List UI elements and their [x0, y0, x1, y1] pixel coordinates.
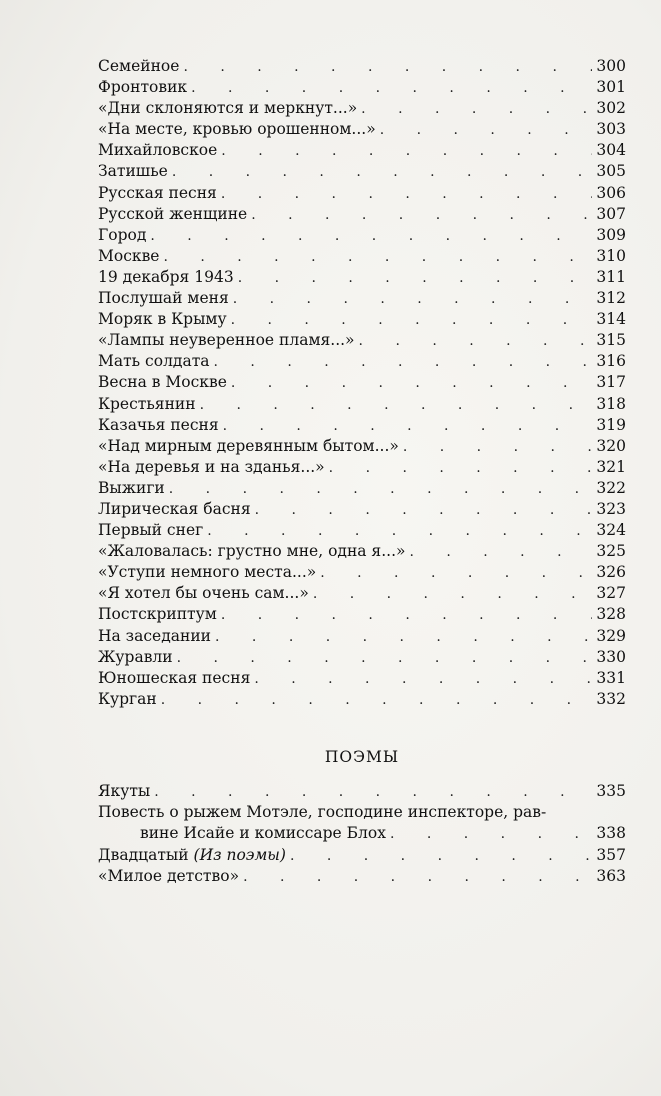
- entry-page: 320: [596, 436, 626, 455]
- toc-entry: [98, 845, 626, 866]
- entry-title: Моряк в Крыму: [98, 310, 227, 329]
- entry-page: 338: [596, 824, 626, 843]
- toc-entry: [98, 225, 626, 246]
- toc-entry: [98, 668, 626, 689]
- toc-entry: [98, 647, 626, 668]
- dot-leader: [169, 479, 593, 500]
- toc-entry: [98, 394, 626, 415]
- entry-title: Семейное: [98, 57, 180, 75]
- dot-leader: [233, 289, 593, 310]
- toc-entry: [98, 246, 626, 267]
- entry-page: 305: [596, 162, 626, 181]
- entry-title: Казачья песня: [98, 415, 219, 434]
- dot-leader: [221, 605, 593, 626]
- entry-title: Затишье: [98, 162, 168, 181]
- entry-title: Крестьянин: [98, 394, 196, 413]
- toc-entry: [98, 204, 626, 225]
- entry-title: 19 декабря 1943: [98, 267, 234, 286]
- entry-subtitle: (Из поэмы): [193, 846, 286, 865]
- dot-leader: [154, 782, 592, 803]
- dot-leader: [214, 352, 593, 373]
- entry-title: «Я хотел бы очень сам...»: [98, 584, 309, 603]
- entry-page: 309: [596, 225, 626, 244]
- dot-leader: [191, 78, 592, 99]
- dot-leader: [221, 141, 592, 162]
- toc-entry-multiline: [98, 802, 626, 845]
- dot-leader: [403, 437, 593, 458]
- toc-entry: [98, 119, 626, 140]
- entry-title-line2: вине Исайе и комиссаре Блох: [140, 824, 386, 843]
- entry-page: 311: [596, 267, 626, 286]
- toc-entry: [98, 415, 626, 436]
- dot-leader: [231, 373, 593, 394]
- entry-title: «Лампы неуверенное пламя...»: [98, 331, 355, 350]
- entry-title: Выжиги: [98, 478, 165, 497]
- toc-entry: [98, 140, 626, 161]
- dot-leader: [380, 120, 593, 141]
- entry-page: 325: [596, 542, 626, 561]
- entry-page: 314: [596, 310, 626, 329]
- toc-entry: [98, 309, 626, 330]
- dot-leader: [223, 416, 593, 437]
- toc-entry: [98, 689, 626, 710]
- entry-title: Лирическая басня: [98, 499, 251, 518]
- entry-title: Русская песня: [98, 183, 217, 202]
- section-heading-poems: ПОЭМЫ: [324, 747, 400, 766]
- toc-entry: [98, 56, 626, 77]
- entry-title-line1: Повесть о рыжем Мотэле, господине инспекторе, рав-: [98, 803, 547, 821]
- entry-page: 331: [596, 668, 626, 687]
- dot-leader: [183, 57, 592, 78]
- entry-page: 328: [596, 605, 626, 624]
- dot-leader: [161, 690, 593, 711]
- entry-title: Михайловское: [98, 141, 218, 160]
- entry-page: 303: [596, 120, 626, 139]
- entry-title-line2-row: [98, 823, 626, 845]
- dot-leader: [150, 226, 592, 247]
- dot-leader: [238, 268, 593, 289]
- entry-page: 306: [596, 183, 626, 202]
- entry-title: Мать солдата: [98, 352, 210, 371]
- dot-leader: [390, 824, 592, 845]
- entry-page: 335: [596, 781, 626, 800]
- toc-entry: [98, 351, 626, 372]
- dot-leader: [163, 247, 592, 268]
- entry-title: Журавли: [98, 647, 173, 666]
- entry-title: Юношеская песня: [98, 668, 251, 687]
- entry-page: 307: [596, 204, 626, 223]
- entry-title: «Милое детство»: [98, 867, 240, 886]
- entry-title: «Жаловалась: грустно мне, одна я...»: [98, 542, 406, 561]
- dot-leader: [313, 584, 593, 605]
- toc-entry: [98, 436, 626, 457]
- entry-page: 326: [596, 563, 626, 582]
- toc-entry: [98, 583, 626, 604]
- toc-entry: [98, 866, 626, 887]
- dot-leader: [290, 846, 592, 867]
- dot-leader: [361, 99, 592, 120]
- entry-title: На заседании: [98, 626, 212, 645]
- dot-leader: [320, 563, 592, 584]
- entry-title: [98, 845, 286, 866]
- toc-entry: [98, 288, 626, 309]
- entry-title: Город: [98, 225, 147, 244]
- toc-entry: [98, 499, 626, 520]
- entry-page: 300: [596, 57, 626, 75]
- entry-page: 324: [596, 521, 626, 540]
- dot-leader: [200, 395, 593, 416]
- toc-entry: [98, 372, 626, 393]
- toc-entry: [98, 330, 626, 351]
- entry-page: 304: [596, 141, 626, 160]
- dot-leader: [177, 648, 593, 669]
- toc-entry: [98, 478, 626, 499]
- entry-title: Весна в Москве: [98, 373, 227, 392]
- entry-title: Послушай меня: [98, 289, 229, 308]
- entry-title: Москве: [98, 246, 160, 265]
- entry-page: 317: [596, 373, 626, 392]
- entry-page: 330: [596, 647, 626, 666]
- dot-leader: [255, 500, 593, 521]
- entry-title: «Дни склоняются и меркнут...»: [98, 99, 358, 118]
- toc-entry: [98, 457, 626, 478]
- dot-leader: [243, 867, 592, 888]
- entry-title: Якуты: [98, 781, 151, 800]
- entry-title: «Над мирным деревянным бытом...»: [98, 436, 399, 455]
- toc-entry: [98, 604, 626, 625]
- toc-entry: [98, 626, 626, 647]
- entry-page: 321: [596, 457, 626, 476]
- dot-leader: [409, 542, 592, 563]
- entry-page: 357: [596, 846, 626, 865]
- toc-entry: [98, 98, 626, 119]
- entry-page: 315: [596, 331, 626, 350]
- dot-leader: [231, 310, 593, 331]
- dot-leader: [221, 184, 593, 205]
- dot-leader: [215, 627, 592, 648]
- dot-leader: [251, 205, 592, 226]
- toc-entry: [98, 520, 626, 541]
- entry-page: 301: [596, 78, 626, 97]
- toc-entry: [98, 183, 626, 204]
- entry-page: 302: [596, 99, 626, 118]
- entry-page: 319: [596, 415, 626, 434]
- dot-leader: [172, 162, 593, 183]
- dot-leader: [254, 669, 592, 690]
- entry-title-main: Двадцатый: [98, 846, 189, 865]
- toc-entry: [98, 781, 626, 802]
- entry-title: Постскриптум: [98, 605, 217, 624]
- entry-page: 312: [596, 289, 626, 308]
- toc-entry: [98, 541, 626, 562]
- entry-title: Русской женщине: [98, 204, 248, 223]
- table-of-contents: [98, 56, 626, 887]
- entry-title: «На деревья и на зданья...»: [98, 457, 325, 476]
- toc-entry: [98, 77, 626, 98]
- entry-title: Фронтовик: [98, 78, 188, 97]
- toc-entry: [98, 562, 626, 583]
- entry-page: 332: [596, 689, 626, 708]
- entry-title: «Уступи немного места...»: [98, 563, 317, 582]
- toc-entry: [98, 161, 626, 182]
- dot-leader: [359, 331, 593, 352]
- entry-page: 363: [596, 867, 626, 886]
- entry-title: Курган: [98, 689, 157, 708]
- entry-page: 316: [596, 352, 626, 371]
- entry-page: 322: [596, 478, 626, 497]
- dot-leader: [329, 458, 593, 479]
- entry-title: Первый снег: [98, 521, 204, 540]
- toc-entry: [98, 267, 626, 288]
- entry-page: 318: [596, 394, 626, 413]
- entry-page: 323: [596, 499, 626, 518]
- entry-title: «На месте, кровью орошенном...»: [98, 120, 376, 139]
- entry-page: 310: [596, 246, 626, 265]
- entry-page: 329: [596, 626, 626, 645]
- dot-leader: [207, 521, 592, 542]
- entry-page: 327: [596, 584, 626, 603]
